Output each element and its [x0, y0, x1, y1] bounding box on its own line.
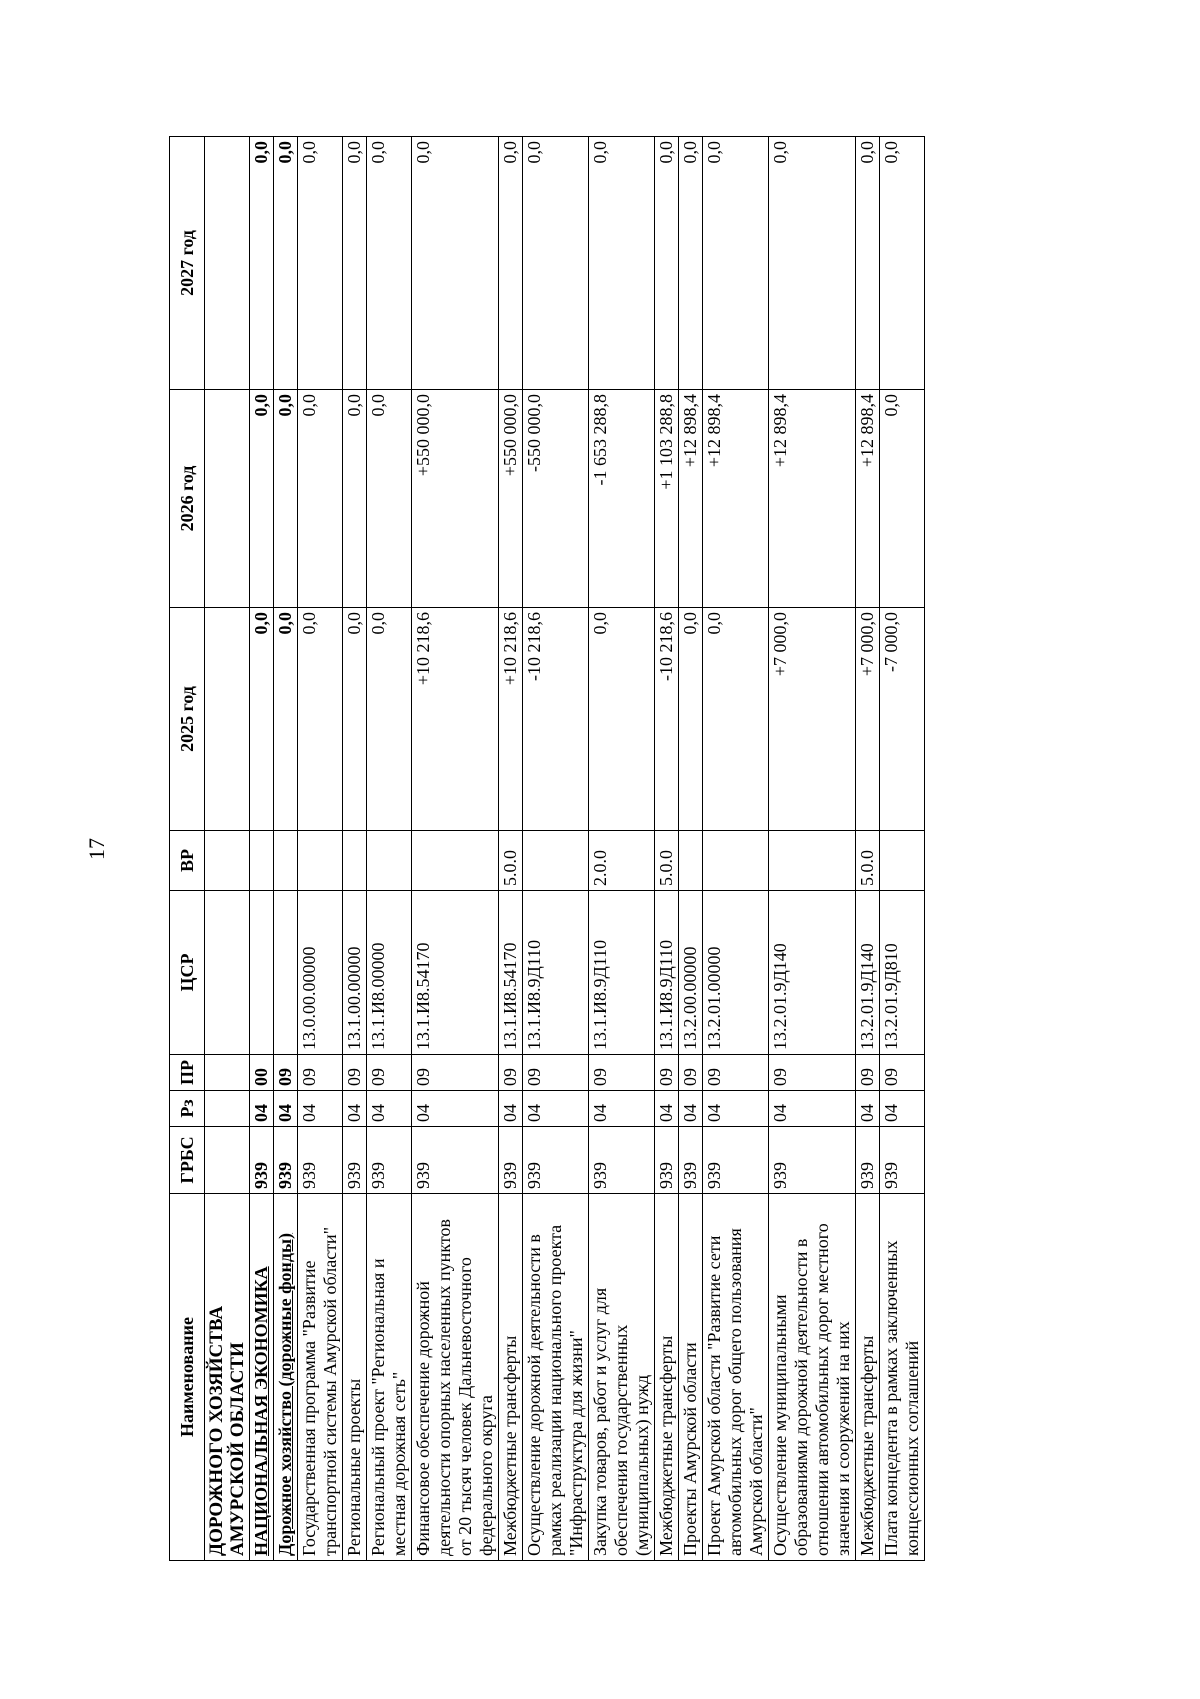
- csr-cell: [205, 891, 250, 1055]
- csr-cell: 13.2.00.00000: [679, 891, 703, 1055]
- table-row: [523, 137, 589, 1561]
- table-row: [343, 137, 367, 1561]
- vr-cell: [205, 831, 250, 891]
- amount-2025-cell: [205, 608, 250, 831]
- name-cell: Межбюджетные трансферты: [499, 1194, 523, 1561]
- rz-cell: 04: [880, 1091, 925, 1127]
- name-cell: Проекты Амурской области: [679, 1194, 703, 1561]
- rz-cell: 04: [343, 1091, 367, 1127]
- name-cell: Проект Амурской области "Развитие сети автомобильных дорог общего пользования Амурской области": [703, 1194, 769, 1561]
- grbs-cell: 939: [655, 1127, 679, 1194]
- vr-cell: [679, 831, 703, 891]
- csr-cell: 13.1.И8.54170: [499, 891, 523, 1055]
- amount-2025-cell: 0,0: [343, 608, 367, 831]
- amount-2025-cell: 0,0: [250, 608, 274, 831]
- rz-cell: 04: [703, 1091, 769, 1127]
- vr-cell: [769, 831, 856, 891]
- rz-cell: 04: [298, 1091, 343, 1127]
- amount-2027-cell: 0,0: [589, 137, 655, 390]
- csr-cell: 13.1.И8.9Д110: [655, 891, 679, 1055]
- amount-2027-cell: 0,0: [250, 137, 274, 390]
- amount-2027-cell: 0,0: [298, 137, 343, 390]
- column-header: ВР: [170, 831, 205, 891]
- pr-cell: 09: [856, 1055, 880, 1091]
- column-header: 2027 год: [170, 137, 205, 390]
- amount-2027-cell: 0,0: [679, 137, 703, 390]
- name-cell: Региональные проекты: [343, 1194, 367, 1561]
- pr-cell: [205, 1055, 250, 1091]
- vr-cell: [298, 831, 343, 891]
- grbs-cell: 939: [679, 1127, 703, 1194]
- pr-cell: 09: [274, 1055, 298, 1091]
- amount-2026-cell: 0,0: [367, 390, 412, 608]
- csr-cell: 13.1.И8.9Д110: [523, 891, 589, 1055]
- vr-cell: [412, 831, 499, 891]
- vr-cell: 5.0.0: [499, 831, 523, 891]
- amount-2025-cell: -10 218,6: [523, 608, 589, 831]
- grbs-cell: 939: [769, 1127, 856, 1194]
- pr-cell: 09: [589, 1055, 655, 1091]
- amount-2026-cell: +12 898,4: [679, 390, 703, 608]
- grbs-cell: 939: [856, 1127, 880, 1194]
- rz-cell: 04: [679, 1091, 703, 1127]
- amount-2026-cell: 0,0: [250, 390, 274, 608]
- amount-2027-cell: 0,0: [274, 137, 298, 390]
- table-row: [499, 137, 523, 1561]
- amount-2027-cell: 0,0: [343, 137, 367, 390]
- rz-cell: [205, 1091, 250, 1127]
- vr-cell: [367, 831, 412, 891]
- rz-cell: 04: [523, 1091, 589, 1127]
- amount-2025-cell: +10 218,6: [499, 608, 523, 831]
- amount-2025-cell: 0,0: [367, 608, 412, 831]
- name-cell: Осуществление дорожной деятельности в рамках реализации национального проекта "Инфраструктура для жизни": [523, 1194, 589, 1561]
- amount-2025-cell: 0,0: [274, 608, 298, 831]
- rz-cell: 04: [499, 1091, 523, 1127]
- name-cell: Региональный проект "Региональная и местная дорожная сеть": [367, 1194, 412, 1561]
- table-row: [655, 137, 679, 1561]
- amount-2026-cell: +12 898,4: [769, 390, 856, 608]
- rz-cell: 04: [274, 1091, 298, 1127]
- vr-cell: [343, 831, 367, 891]
- name-cell: Государственная программа "Развитие транспортной системы Амурской области": [298, 1194, 343, 1561]
- rz-cell: 04: [655, 1091, 679, 1127]
- table-row: [205, 137, 250, 1561]
- grbs-cell: 939: [499, 1127, 523, 1194]
- csr-cell: 13.1.И8.00000: [367, 891, 412, 1055]
- table-row: [880, 137, 925, 1561]
- column-header: 2026 год: [170, 390, 205, 608]
- grbs-cell: [205, 1127, 250, 1194]
- amount-2027-cell: 0,0: [523, 137, 589, 390]
- name-cell: Финансовое обеспечение дорожной деятельности опорных населенных пунктов от 20 тысяч человек Дальневосточного федерального округа: [412, 1194, 499, 1561]
- rz-cell: 04: [769, 1091, 856, 1127]
- pr-cell: 09: [655, 1055, 679, 1091]
- amount-2026-cell: 0,0: [298, 390, 343, 608]
- vr-cell: 5.0.0: [655, 831, 679, 891]
- amount-2027-cell: 0,0: [880, 137, 925, 390]
- grbs-cell: 939: [589, 1127, 655, 1194]
- table-row: [679, 137, 703, 1561]
- name-cell: ДОРОЖНОГО ХОЗЯЙСТВА АМУРСКОЙ ОБЛАСТИ: [205, 1194, 250, 1561]
- csr-cell: 13.1.И8.9Д110: [589, 891, 655, 1055]
- name-cell: НАЦИОНАЛЬНАЯ ЭКОНОМИКА: [250, 1194, 274, 1561]
- amount-2027-cell: [205, 137, 250, 390]
- grbs-cell: 939: [298, 1127, 343, 1194]
- vr-cell: [703, 831, 769, 891]
- grbs-cell: 939: [343, 1127, 367, 1194]
- grbs-cell: 939: [250, 1127, 274, 1194]
- amount-2025-cell: +7 000,0: [856, 608, 880, 831]
- csr-cell: 13.2.01.9Д140: [856, 891, 880, 1055]
- amount-2026-cell: [205, 390, 250, 608]
- column-header: ГРБС: [170, 1127, 205, 1194]
- amount-2026-cell: 0,0: [274, 390, 298, 608]
- table-row: [703, 137, 769, 1561]
- amount-2025-cell: -10 218,6: [655, 608, 679, 831]
- amount-2027-cell: 0,0: [769, 137, 856, 390]
- amount-2026-cell: -1 653 288,8: [589, 390, 655, 608]
- csr-cell: 13.2.01.00000: [703, 891, 769, 1055]
- csr-cell: 13.2.01.9Д140: [769, 891, 856, 1055]
- amount-2026-cell: +1 103 288,8: [655, 390, 679, 608]
- column-header: 2025 год: [170, 608, 205, 831]
- amount-2026-cell: +12 898,4: [703, 390, 769, 608]
- csr-cell: 13.2.01.9Д810: [880, 891, 925, 1055]
- vr-cell: 5.0.0: [856, 831, 880, 891]
- pr-cell: 09: [367, 1055, 412, 1091]
- amount-2027-cell: 0,0: [655, 137, 679, 390]
- rz-cell: 04: [589, 1091, 655, 1127]
- grbs-cell: 939: [367, 1127, 412, 1194]
- table-row: [250, 137, 274, 1561]
- csr-cell: 13.1.00.00000: [343, 891, 367, 1055]
- table-row: [856, 137, 880, 1561]
- amount-2027-cell: 0,0: [367, 137, 412, 390]
- amount-2026-cell: 0,0: [343, 390, 367, 608]
- grbs-cell: 939: [274, 1127, 298, 1194]
- page-number: 17: [84, 838, 109, 860]
- vr-cell: [880, 831, 925, 891]
- pr-cell: 09: [679, 1055, 703, 1091]
- amount-2025-cell: 0,0: [703, 608, 769, 831]
- csr-cell: [274, 891, 298, 1055]
- amount-2025-cell: +7 000,0: [769, 608, 856, 831]
- column-header: Наименование: [170, 1194, 205, 1561]
- amount-2027-cell: 0,0: [499, 137, 523, 390]
- budget-table-rotated: [169, 137, 1044, 1561]
- pr-cell: 09: [298, 1055, 343, 1091]
- rz-cell: 04: [250, 1091, 274, 1127]
- pr-cell: 09: [343, 1055, 367, 1091]
- amount-2025-cell: 0,0: [679, 608, 703, 831]
- table-row: [412, 137, 499, 1561]
- amount-2026-cell: +550 000,0: [499, 390, 523, 608]
- amount-2027-cell: 0,0: [703, 137, 769, 390]
- pr-cell: 09: [703, 1055, 769, 1091]
- column-header: ПР: [170, 1055, 205, 1091]
- pr-cell: 09: [880, 1055, 925, 1091]
- pr-cell: 09: [412, 1055, 499, 1091]
- grbs-cell: 939: [523, 1127, 589, 1194]
- table-body: [205, 137, 925, 1561]
- amount-2027-cell: 0,0: [856, 137, 880, 390]
- vr-cell: 2.0.0: [589, 831, 655, 891]
- amount-2026-cell: 0,0: [880, 390, 925, 608]
- column-header: ЦСР: [170, 891, 205, 1055]
- vr-cell: [523, 831, 589, 891]
- amount-2025-cell: 0,0: [298, 608, 343, 831]
- column-header: Рз: [170, 1091, 205, 1127]
- pr-cell: 09: [499, 1055, 523, 1091]
- table-row: [589, 137, 655, 1561]
- amount-2026-cell: +550 000,0: [412, 390, 499, 608]
- pr-cell: 09: [523, 1055, 589, 1091]
- amount-2027-cell: 0,0: [412, 137, 499, 390]
- amount-2025-cell: 0,0: [589, 608, 655, 831]
- vr-cell: [250, 831, 274, 891]
- pr-cell: 09: [769, 1055, 856, 1091]
- csr-cell: [250, 891, 274, 1055]
- name-cell: Плата концедента в рамках заключенных концессионных соглашений: [880, 1194, 925, 1561]
- rz-cell: 04: [412, 1091, 499, 1127]
- name-cell: Дорожное хозяйство (дорожные фонды): [274, 1194, 298, 1561]
- table-header-row: [170, 137, 205, 1561]
- name-cell: Межбюджетные трансферты: [856, 1194, 880, 1561]
- table-row: [769, 137, 856, 1561]
- pr-cell: 00: [250, 1055, 274, 1091]
- csr-cell: 13.1.И8.54170: [412, 891, 499, 1055]
- rz-cell: 04: [367, 1091, 412, 1127]
- name-cell: Закупка товаров, работ и услуг для обеспечения государственных (муниципальных) нужд: [589, 1194, 655, 1561]
- vr-cell: [274, 831, 298, 891]
- grbs-cell: 939: [412, 1127, 499, 1194]
- rz-cell: 04: [856, 1091, 880, 1127]
- table-row: [367, 137, 412, 1561]
- csr-cell: 13.0.00.00000: [298, 891, 343, 1055]
- amount-2026-cell: -550 000,0: [523, 390, 589, 608]
- grbs-cell: 939: [880, 1127, 925, 1194]
- grbs-cell: 939: [703, 1127, 769, 1194]
- budget-table: [169, 136, 925, 1561]
- amount-2026-cell: +12 898,4: [856, 390, 880, 608]
- name-cell: Межбюджетные трансферты: [655, 1194, 679, 1561]
- amount-2025-cell: +10 218,6: [412, 608, 499, 831]
- table-row: [298, 137, 343, 1561]
- table-row: [274, 137, 298, 1561]
- amount-2025-cell: -7 000,0: [880, 608, 925, 831]
- name-cell: Осуществление муниципальными образованиями дорожной деятельности в отношении автомобильных дорог местного значения и сооружений на них: [769, 1194, 856, 1561]
